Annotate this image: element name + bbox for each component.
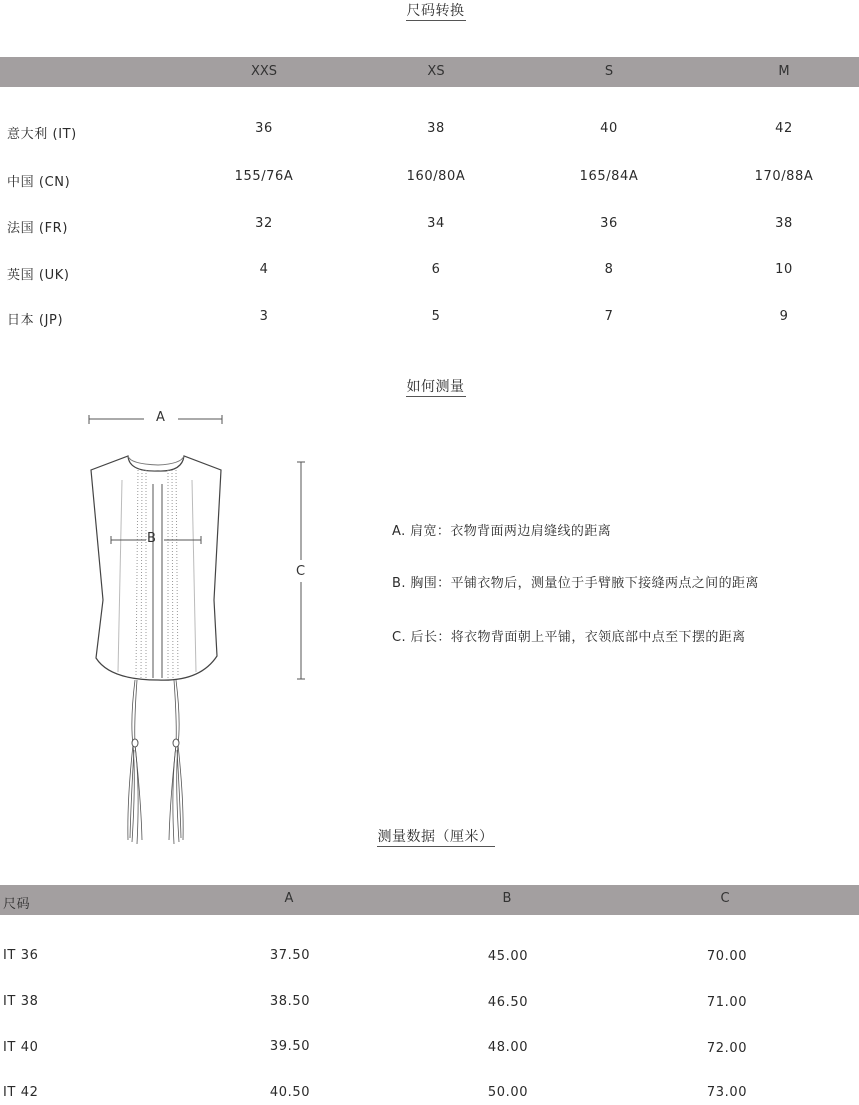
- cell: 38: [775, 216, 793, 231]
- cell: 7: [604, 309, 614, 324]
- cell: 38: [427, 121, 445, 136]
- cell: 37.50: [269, 948, 311, 963]
- how-to-measure-title: 如何测量: [406, 379, 465, 395]
- cell: 9: [779, 309, 789, 324]
- size-header-xs: XS: [427, 64, 445, 79]
- row-label: 中国 (CN): [7, 175, 71, 190]
- measurements-header: [0, 885, 859, 915]
- cell: 38.50: [269, 994, 311, 1009]
- cell: 40: [600, 121, 618, 136]
- cell: 10: [775, 262, 793, 277]
- cell: 46.50: [487, 995, 529, 1010]
- cell: 6: [431, 262, 441, 277]
- cell: 42: [775, 121, 793, 136]
- size-header-s: S: [604, 64, 614, 79]
- cell: 40.50: [269, 1085, 311, 1100]
- cell: 50.00: [487, 1085, 529, 1100]
- size-header-m: M: [778, 64, 790, 79]
- cell: 45.00: [487, 949, 529, 964]
- row-label: 日本 (JP): [7, 313, 64, 328]
- size-cell: IT 38: [3, 994, 39, 1009]
- cell: 36: [255, 121, 273, 136]
- legend-c: C. 后长：将衣物背面朝上平铺，衣领底部中点至下摆的距离: [392, 630, 746, 645]
- header-a: A: [284, 891, 294, 906]
- cell: 73.00: [706, 1085, 748, 1100]
- cell: 34: [427, 216, 445, 231]
- legend-b: B. 胸围：平铺衣物后，测量位于手臂腋下接缝两点之间的距离: [392, 576, 759, 591]
- cell: 160/80A: [406, 169, 466, 184]
- header-b: B: [502, 891, 512, 906]
- measurements-title: 测量数据（厘米）: [377, 829, 494, 845]
- cell: 70.00: [706, 949, 748, 964]
- size-cell: IT 36: [3, 948, 39, 963]
- cell: 39.50: [269, 1039, 311, 1054]
- size-conversion-title: 尺码转换: [406, 3, 465, 19]
- cell: 165/84A: [579, 169, 639, 184]
- row-label: 法国 (FR): [7, 221, 68, 236]
- cell: 170/88A: [754, 169, 814, 184]
- dimension-b-label: B: [147, 531, 156, 546]
- size-cell: IT 40: [3, 1040, 39, 1055]
- cell: 32: [255, 216, 273, 231]
- cell: 72.00: [706, 1041, 748, 1056]
- legend-a: A. 肩宽：衣物背面两边肩缝线的距离: [392, 524, 612, 539]
- cell: 5: [431, 309, 441, 324]
- header-size: 尺码: [3, 897, 31, 912]
- row-label: 意大利 (IT): [7, 127, 77, 142]
- size-cell: IT 42: [3, 1085, 39, 1100]
- size-header-xxs: XXS: [250, 64, 278, 79]
- dimension-a-label: A: [156, 410, 165, 425]
- cell: 71.00: [706, 995, 748, 1010]
- dimension-c-label: C: [296, 564, 306, 579]
- cell: 4: [259, 262, 269, 277]
- cell: 155/76A: [234, 169, 294, 184]
- row-label: 英国 (UK): [7, 268, 70, 283]
- size-conversion-header: [0, 57, 859, 87]
- cell: 48.00: [487, 1040, 529, 1055]
- cell: 3: [259, 309, 269, 324]
- sleeveless-top-drawing: [80, 400, 320, 850]
- cell: 8: [604, 262, 614, 277]
- garment-illustration: [80, 400, 320, 850]
- cell: 36: [600, 216, 618, 231]
- header-c: C: [720, 891, 730, 906]
